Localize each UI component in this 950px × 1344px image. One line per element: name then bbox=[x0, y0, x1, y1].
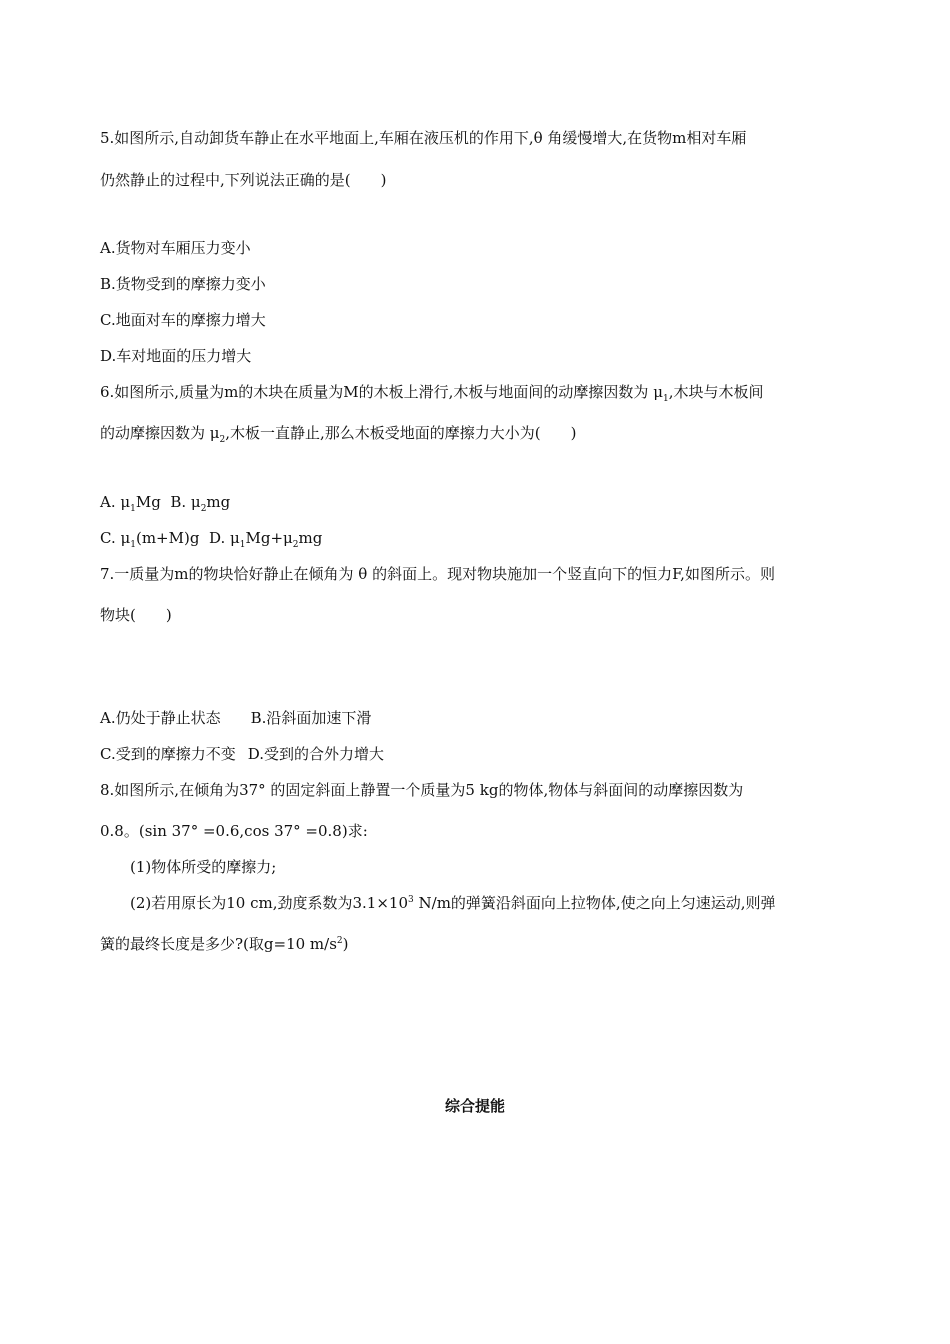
q6-option-d: D. $\mu_1Mg+\mu_2mg$ bbox=[208, 529, 323, 550]
q5-option-a: A.货物对车厢压力变小 bbox=[100, 239, 251, 257]
q8-stem-line2: 0.8。(sin 37° =0.6,cos 37° =0.8)求: bbox=[100, 822, 368, 840]
q8-part1: (1)物体所受的摩擦力; bbox=[130, 858, 277, 876]
q7-options-ab bbox=[100, 708, 860, 728]
q6-stem-line2: 的动摩擦因数为 $\mu_2$,木板一直静止,那么木板受地面的摩擦力大小为( ) bbox=[100, 424, 577, 445]
q7-options-cd bbox=[100, 744, 860, 764]
q8-stem-line1: 8.如图所示,在倾角为37° 的固定斜面上静置一个质量为5 kg的物体,物体与斜面间的动摩擦因数为 bbox=[100, 781, 744, 799]
q6-options-cd bbox=[100, 528, 860, 548]
q5-stem-line2: 仍然静止的过程中,下列说法正确的是( ) bbox=[100, 171, 387, 189]
q7-stem-line2: 物块( ) bbox=[100, 606, 172, 624]
q6-option-a: A. $\mu_1Mg$ bbox=[100, 493, 161, 514]
q7-option-b: B.沿斜面加速下滑 bbox=[250, 709, 372, 727]
q7-option-a: A.仍处于静止状态 bbox=[100, 709, 221, 727]
q6-stem-line1: 6.如图所示,质量为m的木块在质量为M的木板上滑行,木板与地面间的动摩擦因数为 $\mu_1$,木块与木板间 bbox=[100, 383, 764, 404]
q6-options-ab bbox=[100, 492, 860, 512]
q7-stem-line1: 7.一质量为m的物块恰好静止在倾角为 θ 的斜面上。现对物块施加一个竖直向下的恒力F,如图所示。则 bbox=[100, 565, 775, 583]
q8-part2-line1: (2)若用原长为10 cm,劲度系数为$3.1\times 10^3$ N/m的弹簧沿斜面向上拉物体,使之向上匀速运动,则弹 bbox=[130, 894, 776, 912]
q5-stem-line1: 5.如图所示,自动卸货车静止在水平地面上,车厢在液压机的作用下,θ 角缓慢增大,在货物m相对车厢 bbox=[100, 129, 747, 147]
q6-option-c: C. $\mu_1(m+M)g$ bbox=[100, 529, 200, 550]
q5-option-c: C.地面对车的摩擦力增大 bbox=[100, 311, 266, 329]
q5-option-b: B.货物受到的摩擦力变小 bbox=[100, 275, 266, 293]
q8-part2-line2: 簧的最终长度是多少?(取g=10 $m/s^2$) bbox=[100, 935, 349, 953]
q7-option-d: D.受到的合外力增大 bbox=[247, 745, 384, 763]
q7-option-c: C.受到的摩擦力不变 bbox=[100, 745, 236, 763]
section-heading: 综合提能 bbox=[444, 1097, 505, 1115]
q5-option-d: D.车对地面的压力增大 bbox=[100, 347, 252, 365]
q6-option-b: B. $\mu_2mg$ bbox=[170, 493, 231, 514]
